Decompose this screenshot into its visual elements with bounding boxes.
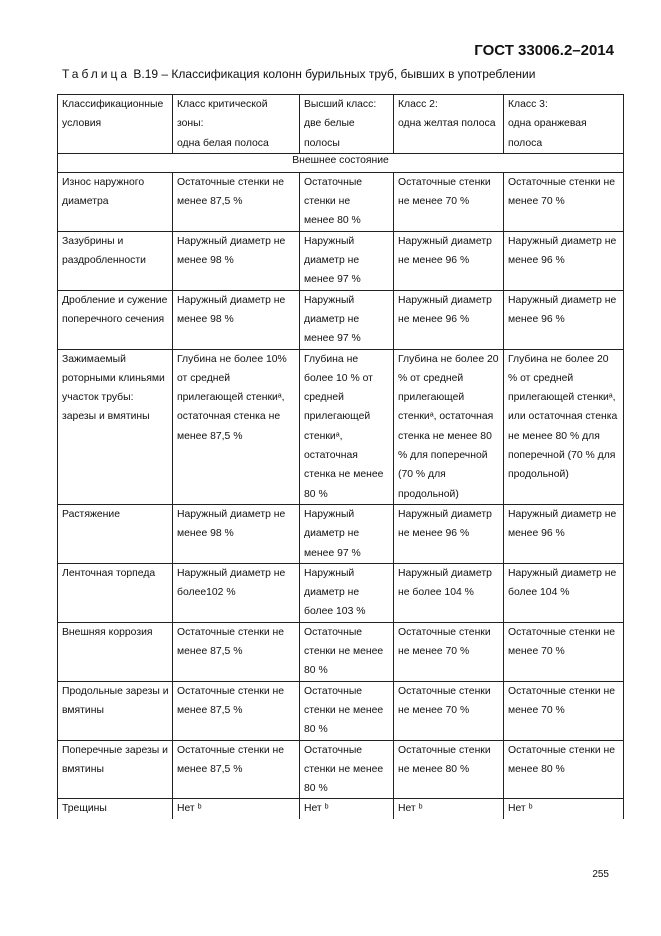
table-cell: Остаточные стенки не менее 70 % <box>394 681 504 740</box>
table-cell: Трещины <box>58 799 173 819</box>
column-header-critical-zone: Класс критической зоны: одна белая полоса <box>173 95 300 154</box>
table-header-row <box>58 95 624 154</box>
table-cell: Наружный диаметр не более 103 % <box>300 563 394 622</box>
table-cell: Нет ᵇ <box>300 799 394 819</box>
table-caption-prefix: Таблица <box>62 67 131 81</box>
table-cell: Наружный диаметр не более 104 % <box>394 563 504 622</box>
table-row <box>58 681 624 740</box>
table-cell: Наружный диаметр не менее 96 % <box>504 504 624 563</box>
table-cell: Растяжение <box>58 504 173 563</box>
column-header-class-3: Класс 3: одна оранжевая полоса <box>504 95 624 154</box>
column-header-premium-class: Высший класс: две белые полосы <box>300 95 394 154</box>
classification-table <box>57 94 624 819</box>
table-cell: Нет ᵇ <box>173 799 300 819</box>
table-cell: Остаточные стенки не менее 80 % <box>504 740 624 799</box>
table-cell: Внешняя коррозия <box>58 622 173 681</box>
table-cell: Остаточные стенки не менее 70 % <box>504 172 624 231</box>
page-number: 255 <box>592 869 609 880</box>
table-cell: Дробление и сужение поперечного сечения <box>58 290 173 349</box>
table-cell: Наружный диаметр не более102 % <box>173 563 300 622</box>
table-cell: Наружный диаметр не менее 96 % <box>394 504 504 563</box>
table-cell: Остаточные стенки не менее 80 % <box>300 740 394 799</box>
section-row <box>58 153 624 172</box>
table-row <box>58 504 624 563</box>
table-cell: Наружный диаметр не менее 96 % <box>394 231 504 290</box>
table-row <box>58 290 624 349</box>
table-cell: Остаточные стенки не менее 80 % <box>300 622 394 681</box>
table-cell: Остаточные стенки не менее 87,5 % <box>173 681 300 740</box>
table-cell: Наружный диаметр не менее 96 % <box>504 231 624 290</box>
table-row <box>58 622 624 681</box>
table-cell: Глубина не более 20 % от средней прилегающей стенкиᵃ, остаточная стенка не менее 80 % для поперечной (70 % для продольной) <box>394 349 504 504</box>
table-row <box>58 740 624 799</box>
table-cell: Остаточные стенки не менее 80 % <box>300 172 394 231</box>
table-row <box>58 563 624 622</box>
table-cell: Поперечные зарезы и вмятины <box>58 740 173 799</box>
table-row <box>58 799 624 819</box>
table-cell: Остаточные стенки не менее 70 % <box>394 622 504 681</box>
table-row <box>58 231 624 290</box>
table-caption-text: В.19 – Классификация колонн бурильных труб, бывших в употреблении <box>130 67 536 81</box>
table-cell: Остаточные стенки не менее 80 % <box>394 740 504 799</box>
table-cell: Остаточные стенки не менее 87,5 % <box>173 740 300 799</box>
table-cell: Ленточная торпеда <box>58 563 173 622</box>
table-cell: Остаточные стенки не менее 70 % <box>504 681 624 740</box>
table-cell: Наружный диаметр не более 104 % <box>504 563 624 622</box>
table-cell: Зазубрины и раздробленности <box>58 231 173 290</box>
table-cell: Наружный диаметр не менее 97 % <box>300 231 394 290</box>
table-row <box>58 349 624 504</box>
table-cell: Наружный диаметр не менее 96 % <box>394 290 504 349</box>
table-cell: Остаточные стенки не менее 70 % <box>394 172 504 231</box>
document-code: ГОСТ 33006.2–2014 <box>474 42 614 59</box>
table-cell: Остаточные стенки не менее 87,5 % <box>173 622 300 681</box>
table-cell: Наружный диаметр не менее 98 % <box>173 231 300 290</box>
table-cell: Глубина не более 10 % от средней прилегающей стенкиᵃ, остаточная стенка не менее 80 % <box>300 349 394 504</box>
column-header-class-2: Класс 2: одна желтая полоса <box>394 95 504 154</box>
table-cell: Наружный диаметр не менее 98 % <box>173 504 300 563</box>
table-cell: Глубина не более 10% от средней прилегающей стенкиᵃ, остаточная стенка не менее 87,5 % <box>173 349 300 504</box>
table-cell: Нет ᵇ <box>394 799 504 819</box>
table-cell: Зажимаемый роторными клиньями участок трубы: зарезы и вмятины <box>58 349 173 504</box>
column-header-conditions: Классификационные условия <box>58 95 173 154</box>
table-cell: Износ наружного диаметра <box>58 172 173 231</box>
table-caption <box>62 67 535 81</box>
section-label: Внешнее состояние <box>58 153 624 172</box>
table-cell: Нет ᵇ <box>504 799 624 819</box>
table-cell: Наружный диаметр не менее 97 % <box>300 504 394 563</box>
table-cell: Наружный диаметр не менее 96 % <box>504 290 624 349</box>
table-cell: Продольные зарезы и вмятины <box>58 681 173 740</box>
table-cell: Остаточные стенки не менее 70 % <box>504 622 624 681</box>
table-cell: Глубина не более 20 % от средней прилегающей стенкиᵃ, или остаточная стенка не менее 80 % для поперечной (70 % для продольной) <box>504 349 624 504</box>
table-row <box>58 172 624 231</box>
table-cell: Остаточные стенки не менее 80 % <box>300 681 394 740</box>
table-cell: Наружный диаметр не менее 98 % <box>173 290 300 349</box>
table-cell: Наружный диаметр не менее 97 % <box>300 290 394 349</box>
table-cell: Остаточные стенки не менее 87,5 % <box>173 172 300 231</box>
